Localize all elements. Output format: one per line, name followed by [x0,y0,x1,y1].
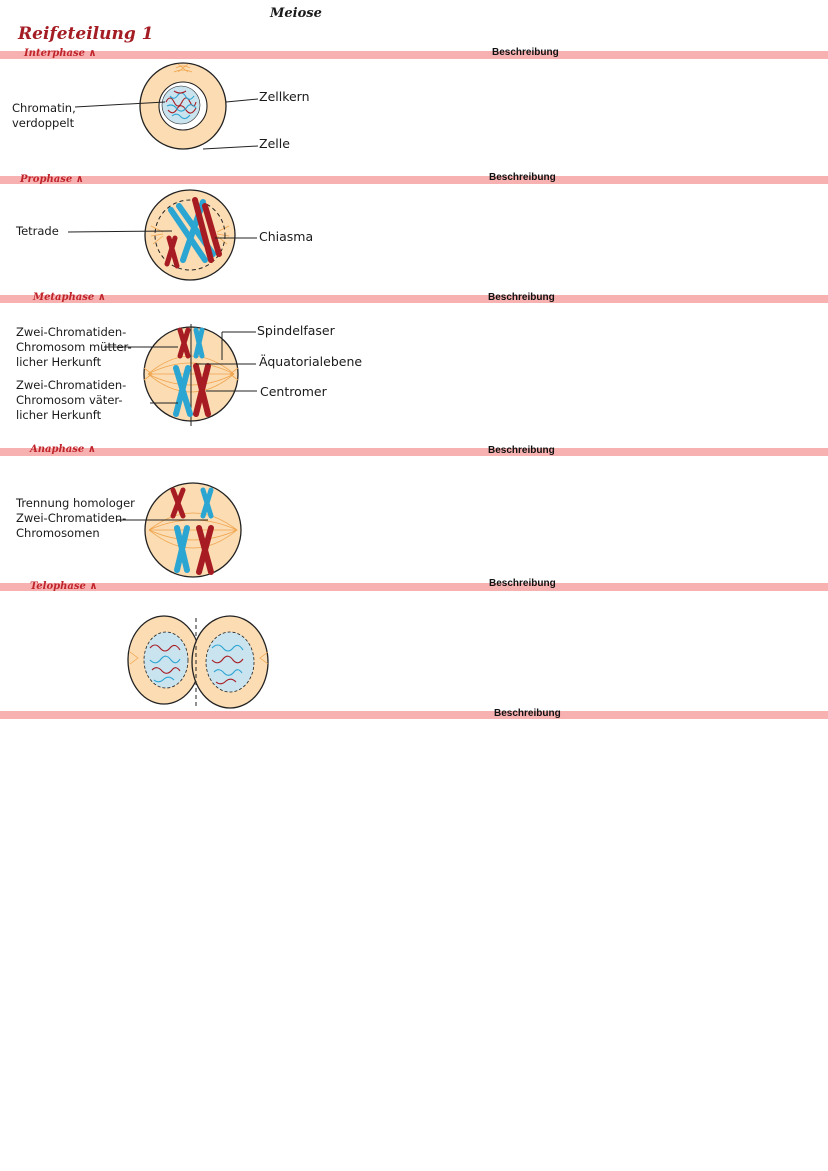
section-heading: Reifeteilung 1 [18,24,154,44]
description-label-bottom: Beschreibung [494,708,561,719]
phase-title-telophase: Telophase ∧ [30,581,98,592]
label-spindelfaser: Spindelfaser [257,323,335,338]
label-chiasma: Chiasma [259,229,314,244]
phase-title-metaphase: Metaphase ∧ [33,292,106,303]
label-centromer: Centromer [260,384,327,399]
phase-title-prophase: Prophase ∧ [20,174,84,185]
label-tetrade: Tetrade [16,224,59,238]
label-separation: Trennung homologer Zwei-Chromatiden- Chromosomen [16,496,135,540]
description-label-anaphase: Beschreibung [488,445,555,456]
description-label-interphase: Beschreibung [492,47,559,58]
description-label-telophase: Beschreibung [489,578,556,589]
label-zelle: Zelle [259,136,290,151]
label-chromatin: Chromatin, verdoppelt [12,101,76,130]
label-zellkern: Zellkern [259,89,310,104]
description-label-metaphase: Beschreibung [488,292,555,303]
label-maternal-chromosome: Zwei-Chromatiden- Chromosom mütter- licher Herkunft [16,325,132,369]
document-title: Meiose [270,6,322,21]
label-aequatorialebene: Äquatorialebene [259,354,363,369]
phase-title-anaphase: Anaphase ∧ [30,444,96,455]
label-paternal-chromosome: Zwei-Chromatiden- Chromosom väter- licher Herkunft [16,378,127,422]
description-label-prophase: Beschreibung [489,172,556,183]
phase-title-interphase: Interphase ∧ [24,48,97,59]
